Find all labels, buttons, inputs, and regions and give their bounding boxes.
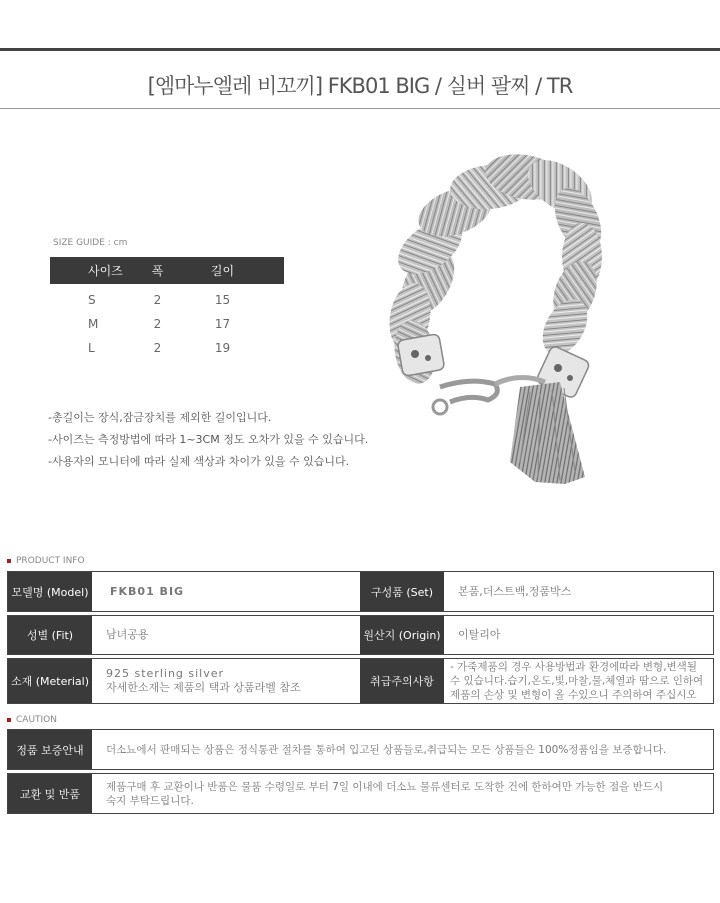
- material-value: [92, 659, 360, 703]
- size-table: [50, 257, 284, 360]
- note-line: -총길이는 장식,잠금장치를 제외한 길이입니다.: [48, 411, 272, 424]
- size-notes: [48, 407, 368, 473]
- return-line: 제품구매 후 교환이나 반품은 물품 수령일로 부터 7일 이내에 더소뇨 물류센터로 도착한 건에 한하여만 가능한 점을 반드시: [106, 780, 664, 793]
- length-cell: 17: [214, 317, 231, 331]
- material-line: 자세한소재는 제품의 택과 상품라벨 참조: [106, 681, 301, 694]
- return-line: 숙지 부탁드립니다.: [106, 794, 194, 807]
- bullet-icon: [7, 718, 11, 722]
- width-cell: 2: [153, 317, 162, 331]
- info-row-material: [7, 658, 714, 704]
- caution-row-guarantee: [7, 729, 714, 770]
- fit-label: 성별 (Fit): [8, 616, 92, 654]
- fit-value: 남녀공용: [106, 628, 149, 641]
- origin-value: 이탈리아: [458, 628, 501, 641]
- caution-label: CAUTION: [7, 715, 57, 725]
- guarantee-label: 정품 보증안내: [8, 730, 92, 769]
- length-cell: 19: [214, 341, 231, 355]
- length-cell: 15: [214, 293, 231, 307]
- return-value: [92, 774, 713, 813]
- care-line: 수 있습니다.습기,온도,빛,마찰,물,체열과 땀으로 인하여: [450, 675, 704, 687]
- size-cell: M: [88, 317, 99, 331]
- caution-row-return: [7, 773, 714, 814]
- care-label: 취급주의사항: [360, 659, 444, 703]
- guarantee-value: 더소뇨에서 판매되는 상품은 정식통관 절차를 통하여 입고된 상품들로,취급되는 모든 상품들은 100%정품임을 보증합니다.: [106, 743, 667, 756]
- title-divider: [0, 108, 720, 109]
- header-width: 폭: [151, 264, 164, 278]
- model-label: 모델명 (Model): [8, 572, 92, 611]
- care-value: [444, 659, 713, 703]
- size-table-header: [50, 257, 284, 284]
- size-guide-label: SIZE GUIDE : cm: [53, 238, 128, 248]
- size-cell: L: [88, 341, 95, 355]
- table-row: [50, 312, 284, 336]
- bullet-icon: [7, 559, 11, 563]
- care-line: 제품의 손상 및 변형이 올 수있으니 주의하여 주십시오: [450, 689, 697, 701]
- header-length: 길이: [210, 264, 235, 278]
- header-size: 사이즈: [88, 264, 123, 278]
- page-title: [엠마누엘레 비꼬끼] FKB01 BIG / 실버 팔찌 / TR: [147, 74, 573, 98]
- info-row-model: [7, 571, 714, 612]
- product-info-label: PRODUCT INFO: [7, 556, 85, 566]
- set-label: 구성품 (Set): [360, 572, 444, 611]
- material-label: 소재 (Meterial): [8, 659, 92, 703]
- material-line: 925 sterling silver: [106, 667, 225, 680]
- model-value: FKB01 BIG: [110, 584, 185, 598]
- width-cell: 2: [153, 341, 162, 355]
- note-line: -사이즈는 측정방법에 따라 1~3CM 정도 오차가 있을 수 있습니다.: [48, 433, 369, 446]
- table-row: [50, 336, 284, 360]
- size-cell: S: [88, 293, 96, 307]
- care-line: - 가죽제품의 경우 사용방법과 환경에따라 변형,변색될: [450, 661, 697, 673]
- width-cell: 2: [153, 293, 162, 307]
- info-row-fit: [7, 615, 714, 655]
- origin-label: 원산지 (Origin): [360, 616, 444, 654]
- note-line: -사용자의 모니터에 따라 실제 색상과 차이가 있을 수 있습니다.: [48, 455, 350, 468]
- braided-silver-bracelet-photo: [370, 132, 620, 492]
- table-row: [50, 288, 284, 312]
- set-value: 본품,더스트백,정품박스: [458, 584, 572, 598]
- top-rule: [0, 48, 720, 51]
- return-label: 교환 및 반품: [8, 774, 92, 813]
